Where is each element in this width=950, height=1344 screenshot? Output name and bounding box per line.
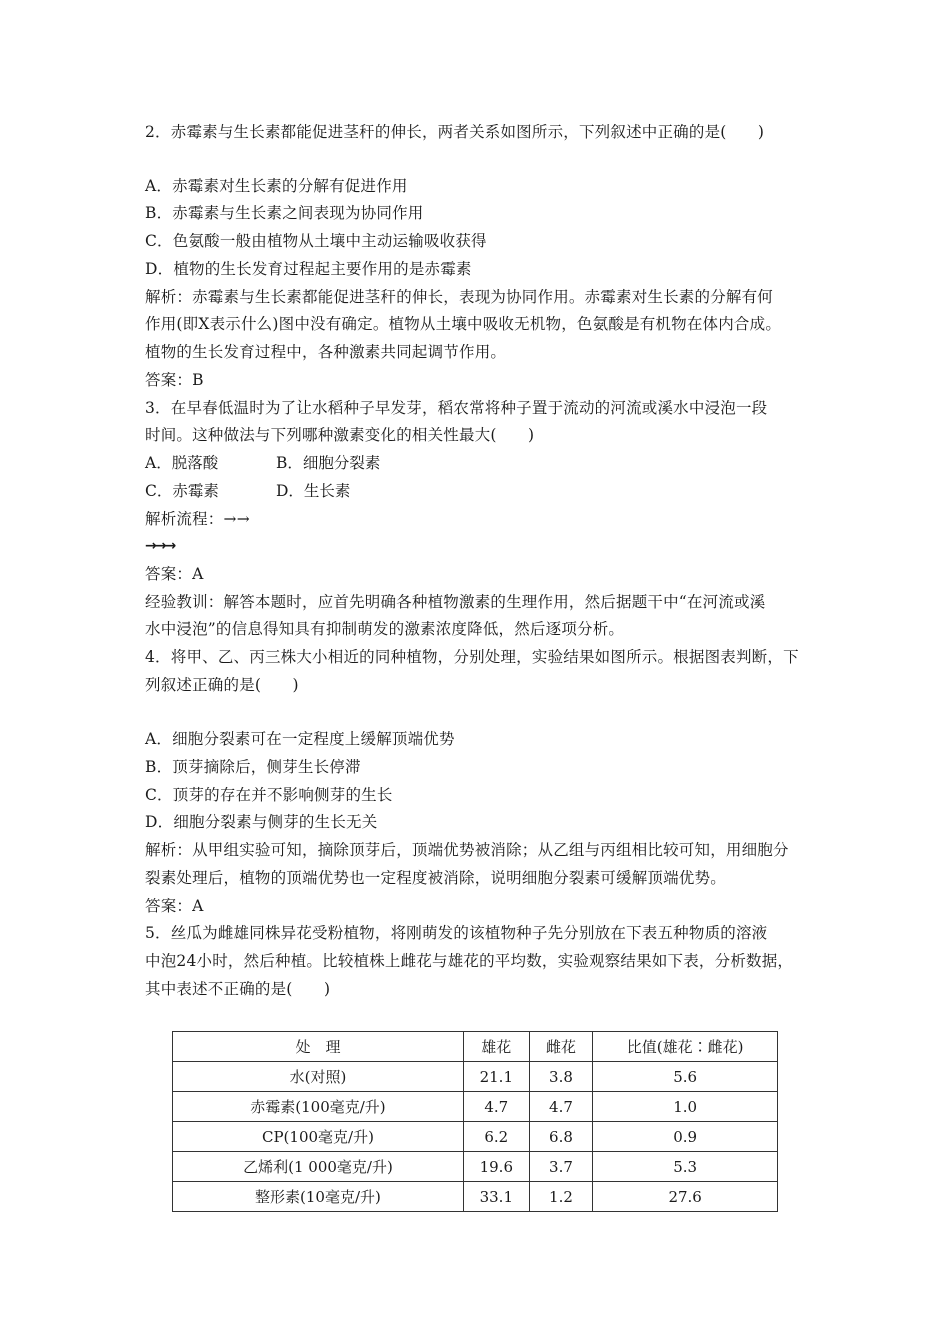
table-header-cell: 雄花	[463, 1032, 529, 1062]
q4-answer: 答案：A	[145, 897, 204, 915]
table-cell: 33.1	[463, 1182, 529, 1212]
table-cell: 0.9	[593, 1122, 778, 1152]
table-cell: 6.8	[529, 1122, 593, 1152]
table-header-cell: 比值(雄花∶雌花)	[593, 1032, 778, 1062]
q2-answer: 答案：B	[145, 371, 204, 389]
table-row	[173, 1062, 778, 1092]
table-cell: 1.0	[593, 1092, 778, 1122]
table-header-row	[173, 1032, 778, 1062]
q4-option-c: C．顶芽的存在并不影响侧芽的生长	[145, 786, 393, 804]
q3-option-b: B．细胞分裂素	[276, 454, 381, 472]
q4-analysis-line-2: 裂素处理后，植物的顶端优势也一定程度被消除，说明细胞分裂素可缓解顶端优势。	[145, 869, 726, 887]
q3-option-a: A．脱落酸	[145, 454, 219, 472]
table-header-cell: 雌花	[529, 1032, 593, 1062]
table-cell: 6.2	[463, 1122, 529, 1152]
q4-option-a: A．细胞分裂素可在一定程度上缓解顶端优势	[145, 730, 455, 748]
q5-stem-line-1: 5．丝瓜为雌雄同株异花受粉植物，将刚萌发的该植物种子先分别放在下表五种物质的溶液	[145, 924, 768, 942]
table-cell: 4.7	[463, 1092, 529, 1122]
q3-stem-line-2: 时间。这种做法与下列哪种激素变化的相关性最大( )	[145, 426, 535, 444]
table-cell: 赤霉素(100毫克/升)	[173, 1092, 464, 1122]
q3-analysis-flow-arrows: →→→	[145, 538, 175, 554]
table-cell: 1.2	[529, 1182, 593, 1212]
table-cell: 整形素(10毫克/升)	[173, 1182, 464, 1212]
q2-analysis-line-1: 解析：赤霉素与生长素都能促进茎秆的伸长，表现为协同作用。赤霉素对生长素的分解有何	[145, 288, 774, 306]
q2-option-a: A．赤霉素对生长素的分解有促进作用	[145, 177, 408, 195]
table-row	[173, 1092, 778, 1122]
table-cell: 3.8	[529, 1062, 593, 1092]
table-cell: 19.6	[463, 1152, 529, 1182]
q4-stem-line-2: 列叙述正确的是( )	[145, 676, 299, 694]
table-cell: 水(对照)	[173, 1062, 464, 1092]
table-cell: 4.7	[529, 1092, 593, 1122]
q4-option-d: D．细胞分裂素与侧芽的生长无关	[145, 813, 378, 831]
q3-analysis-flow: 解析流程：→→	[145, 510, 250, 528]
q3-answer: 答案：A	[145, 565, 204, 583]
table-row	[173, 1122, 778, 1152]
table-cell: 27.6	[593, 1182, 778, 1212]
q4-analysis-line-1: 解析：从甲组实验可知，摘除顶芽后，顶端优势被消除；从乙组与丙组相比较可知，用细胞分	[145, 841, 789, 859]
q2-option-d: D．植物的生长发育过程起主要作用的是赤霉素	[145, 260, 472, 278]
q2-stem: 2．赤霉素与生长素都能促进茎秆的伸长，两者关系如图所示，下列叙述中正确的是( )	[145, 123, 765, 141]
table-cell: 5.6	[593, 1062, 778, 1092]
q3-option-d: D．生长素	[276, 482, 351, 500]
table-cell: 3.7	[529, 1152, 593, 1182]
q5-stem-line-3: 其中表述不正确的是( )	[145, 980, 331, 998]
q2-option-c: C．色氨酸一般由植物从土壤中主动运输吸收获得	[145, 232, 487, 250]
table-cell: 乙烯利(1 000毫克/升)	[173, 1152, 464, 1182]
q2-analysis-line-3: 植物的生长发育过程中，各种激素共同起调节作用。	[145, 343, 507, 361]
q3-option-c: C．赤霉素	[145, 482, 219, 500]
q4-option-b: B．顶芽摘除后，侧芽生长停滞	[145, 758, 361, 776]
q3-stem-line-1: 3．在早春低温时为了让水稻种子早发芽，稻农常将种子置于流动的河流或溪水中浸泡一段	[145, 399, 768, 417]
q5-stem-line-2: 中泡24小时，然后种植。比较植株上雌花与雄花的平均数，实验观察结果如下表，分析数据，	[145, 952, 794, 970]
table-row	[173, 1152, 778, 1182]
q4-stem-line-1: 4．将甲、乙、丙三株大小相近的同种植物，分别处理，实验结果如图所示。根据图表判断，下	[145, 648, 799, 666]
q2-analysis-line-2: 作用(即X表示什么)图中没有确定。植物从土壤中吸收无机物，色氨酸是有机物在体内合成。	[145, 315, 782, 333]
q5-data-table	[172, 1031, 778, 1212]
table-cell: 21.1	[463, 1062, 529, 1092]
table-cell: 5.3	[593, 1152, 778, 1182]
q3-lesson-line-2: 水中浸泡”的信息得知具有抑制萌发的激素浓度降低，然后逐项分析。	[145, 620, 625, 638]
table-row	[173, 1182, 778, 1212]
q2-option-b: B．赤霉素与生长素之间表现为协同作用	[145, 204, 424, 222]
table-header-cell: 处 理	[173, 1032, 464, 1062]
q3-lesson-line-1: 经验教训：解答本题时，应首先明确各种植物激素的生理作用，然后据题干中“在河流或溪	[145, 593, 766, 611]
table-cell: CP(100毫克/升)	[173, 1122, 464, 1152]
